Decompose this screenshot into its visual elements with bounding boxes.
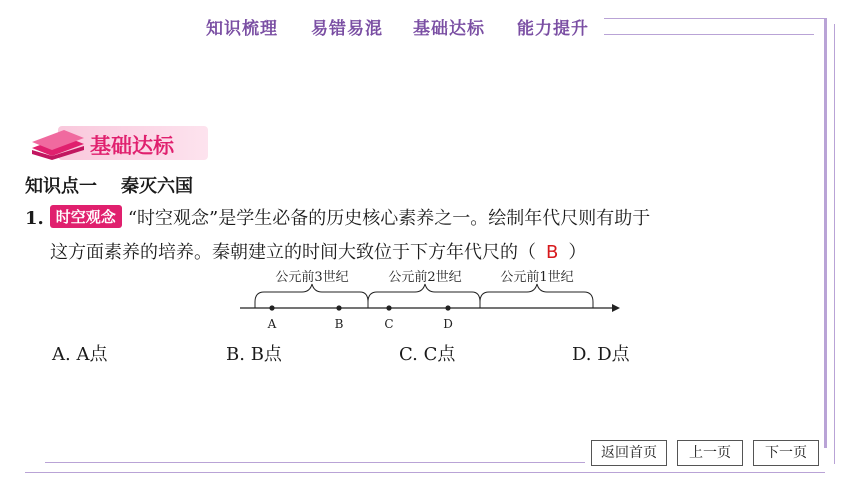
brace-period-1: [255, 284, 368, 302]
point-d: [445, 305, 450, 310]
answer-text: B: [546, 242, 559, 263]
question-text-2-end: ）: [568, 242, 587, 263]
option-a-text: A点: [76, 344, 108, 365]
option-b[interactable]: [226, 340, 282, 366]
books-icon: [28, 126, 88, 160]
option-a[interactable]: [52, 340, 107, 366]
point-b: [336, 305, 341, 310]
timeline-figure: [238, 268, 638, 338]
knowledge-point-topic: 秦灭六国: [121, 176, 193, 197]
nav-common-mistakes[interactable]: 易错易混: [311, 19, 383, 39]
timeline-arrow: [612, 304, 620, 312]
option-d[interactable]: [572, 340, 630, 366]
knowledge-point-label: 知识点一: [25, 176, 97, 197]
option-b-text: B点: [250, 344, 282, 365]
question-tag: 时空观念: [50, 205, 122, 228]
bottom-rule-2: [25, 472, 825, 473]
top-rule-2: [604, 34, 814, 35]
option-d-letter: D.: [572, 344, 592, 365]
question-text-2: 这方面素养的培养。秦朝建立的时间大致位于下方年代尺的（: [50, 242, 536, 263]
section-title: 基础达标: [90, 134, 174, 158]
option-c-letter: C.: [399, 344, 418, 365]
prev-page-button[interactable]: 上一页: [677, 440, 743, 466]
option-c[interactable]: [399, 340, 455, 366]
question-text-1: “时空观念”是学生必备的历史核心素养之一。绘制年代尺则有助于: [127, 208, 651, 229]
point-a: [269, 305, 274, 310]
period-label-3: 公元前1世纪: [500, 270, 574, 285]
option-d-text: D点: [597, 344, 630, 365]
period-label-1: 公元前3世纪: [275, 270, 349, 285]
point-label-c: C: [384, 317, 394, 331]
point-label-d: D: [443, 317, 453, 331]
period-label-2: 公元前2世纪: [388, 270, 462, 285]
point-label-a: A: [267, 317, 277, 331]
question-line-1: [25, 204, 650, 230]
question-line-2: [50, 238, 586, 264]
nav-basic-practice[interactable]: 基础达标: [413, 19, 485, 39]
section-banner: [28, 126, 214, 160]
brace-period-2: [368, 284, 480, 302]
option-b-letter: B.: [226, 344, 245, 365]
right-frame-line: [834, 24, 835, 464]
bottom-rule: [45, 462, 585, 463]
question-number: 1.: [25, 208, 44, 229]
nav-knowledge-review[interactable]: 知识梳理: [206, 19, 278, 39]
option-a-letter: A.: [52, 344, 71, 365]
point-c: [386, 305, 391, 310]
right-frame-bar: [824, 18, 827, 448]
brace-period-3: [480, 284, 593, 302]
next-page-button[interactable]: 下一页: [753, 440, 819, 466]
point-label-b: B: [334, 317, 344, 331]
knowledge-point-heading: [25, 172, 217, 198]
home-button[interactable]: 返回首页: [591, 440, 667, 466]
top-rule: [604, 18, 824, 19]
nav-ability-improvement[interactable]: 能力提升: [517, 19, 589, 39]
option-c-text: C点: [423, 344, 456, 365]
